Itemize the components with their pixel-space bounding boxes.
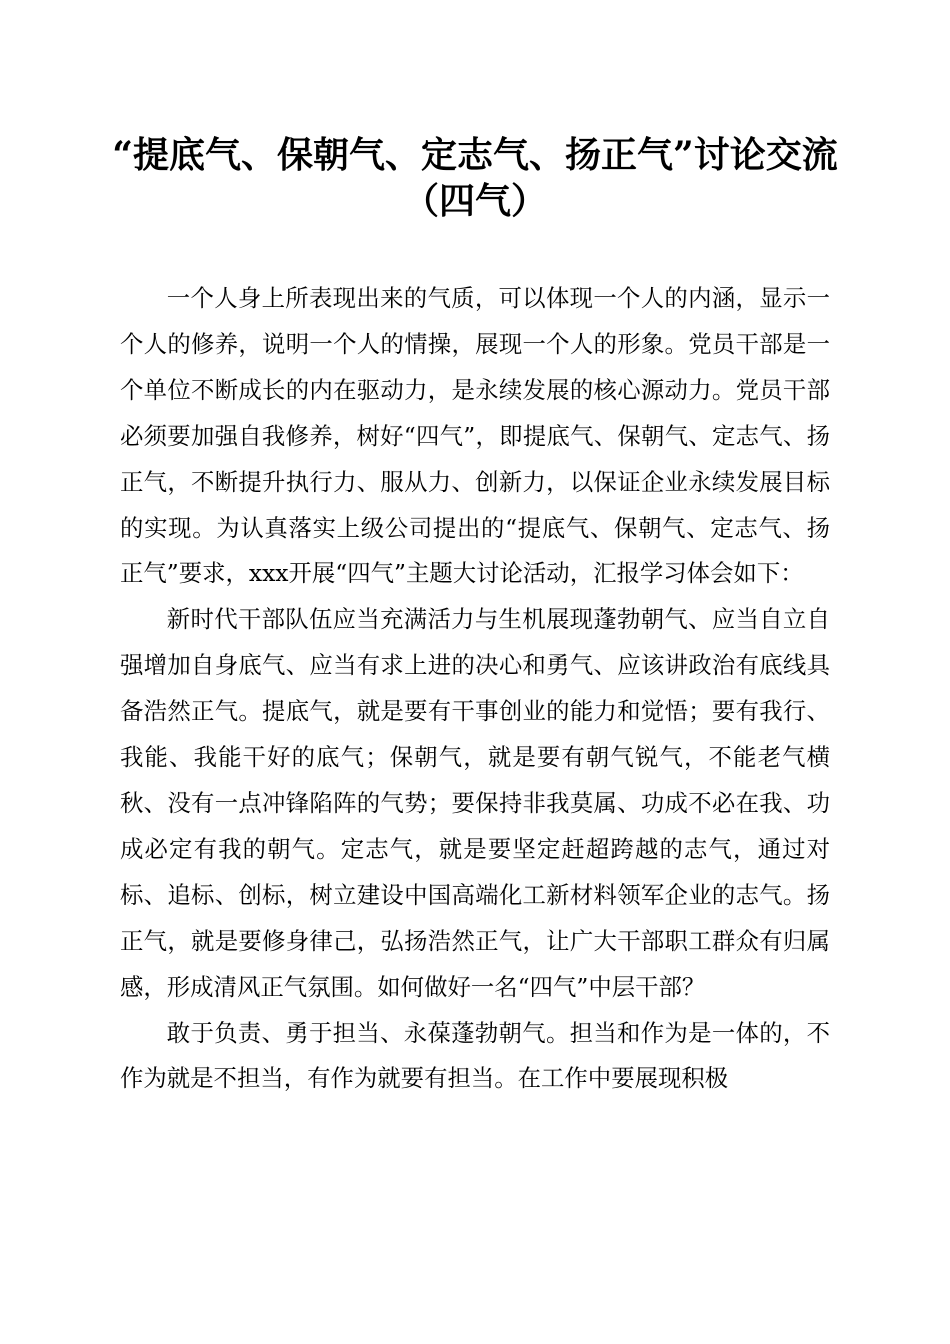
paragraph-intro: 一个人身上所表现出来的气质，可以体现一个人的内涵，显示一个人的修养，说明一个人的情操，展现一个人的形象。党员干部是一个单位不断成长的内在驱动力，是永续发展的核心源动力。党员干部必须要加强自我修养，树好“四气”，即提底气、保朝气、定志气、扬正气，不断提升执行力、服从力、创新力，以保证企业永续发展目标的实现。为认真落实上级公司提出的“提底气、保朝气、定志气、扬正气”要求，xxx开展“四气”主题大讨论活动，汇报学习体会如下：: [120, 284, 830, 588]
document-body: [120, 276, 830, 1102]
paragraph-four-qi: 新时代干部队伍应当充满活力与生机展现蓬勃朝气、应当自立自强增加自身底气、应当有求上进的决心和勇气、应该讲政治有底线具备浩然正气。提底气，就是要有干事创业的能力和觉悟；要有我行、我能、我能干好的底气；保朝气，就是要有朝气锐气，不能老气横秋、没有一点冲锋陷阵的气势；要保持非我莫属、功成不必在我、功成必定有我的朝气。定志气，就是要坚定赶超跨越的志气，通过对标、追标、创标，树立建设中国高端化工新材料领军企业的志气。扬正气，就是要修身律己，弘扬浩然正气，让广大干部职工群众有归属感，形成清风正气氛围。如何做好一名“四气”中层干部？: [120, 605, 830, 1001]
paragraph-responsibility: 敢于负责、勇于担当、永葆蓬勃朝气。担当和作为是一体的，不作为就是不担当，有作为就要有担当。在工作中要展现积极: [120, 1018, 830, 1093]
document-title: “提底气、保朝气、定志气、扬正气”讨论交流（四气）: [112, 134, 838, 222]
